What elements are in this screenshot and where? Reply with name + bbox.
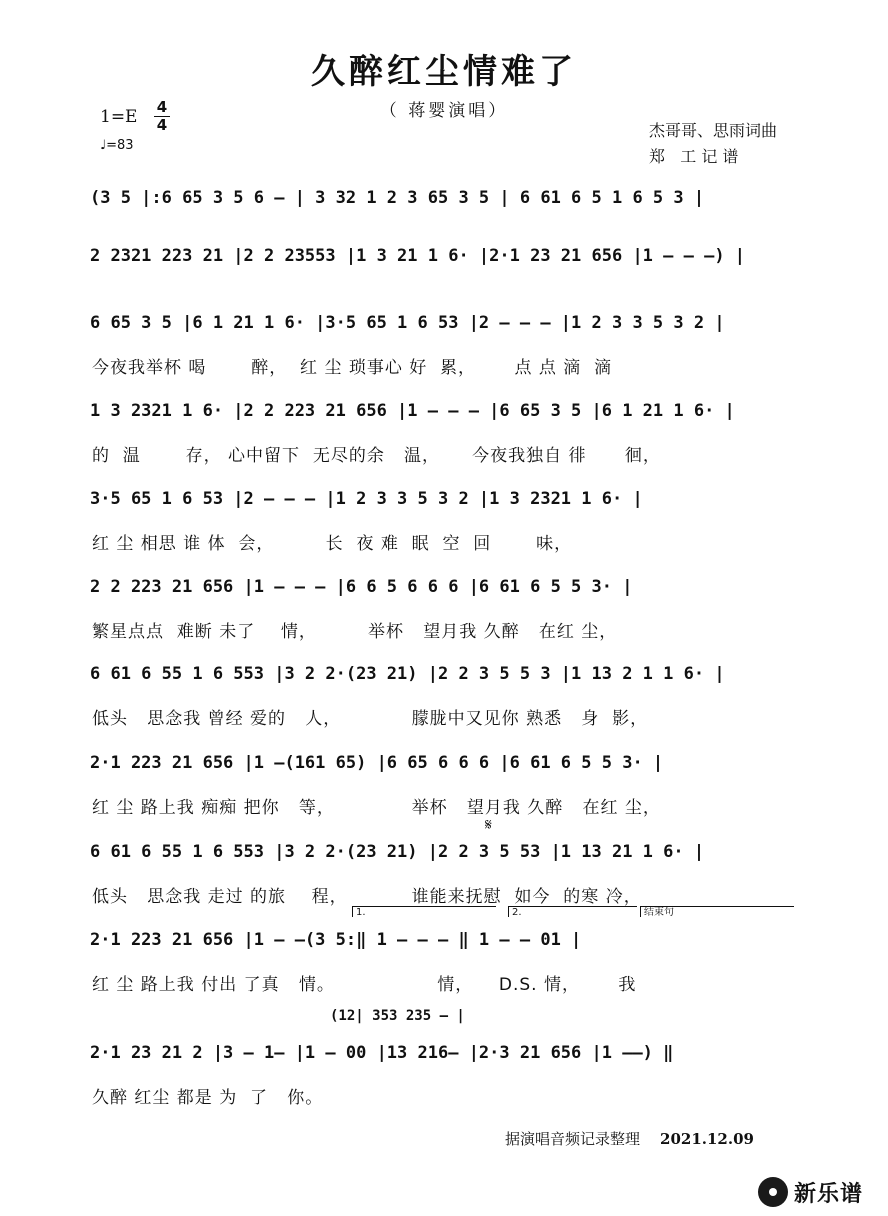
score-row-8 <box>90 745 800 825</box>
lyrics-line: 红 尘 路上我 付出 了真 情。 情， D.S. 情， 我 <box>92 975 637 995</box>
tempo-marking: ♩=83 <box>100 138 134 153</box>
notation-line: 2 2321 223 21 |2 2 23553 |1 3 21 1 6· |2·1 23 21 656 |1 – – –) | <box>90 246 746 266</box>
score-row-6 <box>90 569 800 649</box>
notation-line: 2 2 223 21 656 |1 – – – |6 6 5 6 6 6 |6 61 6 5 5 3· | <box>90 577 633 597</box>
time-signature <box>154 100 170 133</box>
lyricist-composer: 杰哥哥、思雨词曲 <box>649 121 778 140</box>
lyrics-line: 红 尘 路上我 痴痴 把你 等， 举杯 望月我 久醉 在红 尘， <box>92 798 661 818</box>
lyrics-line: 红 尘 相思 谁 体 会， 长 夜 难 眠 空 回 味， <box>92 534 573 554</box>
score-row-9 <box>90 834 800 914</box>
credits <box>649 118 777 170</box>
footer-note <box>505 1128 754 1149</box>
lyrics-line: 久醉 红尘 都是 为 了 你。 <box>92 1088 324 1108</box>
song-title: 久醉红尘情难了 <box>311 52 577 92</box>
lyrics-line: 低头 思念我 走过 的旅 程， 谁能来抚慰 如今 的寒 冷， <box>92 887 642 907</box>
time-signature-bottom: 4 <box>156 116 168 134</box>
source-note: 据演唱音频记录整理 <box>505 1130 641 1148</box>
lyrics-line: 的 温 存， 心中留下 无尽的余 温， 今夜我独自 徘 徊， <box>92 446 661 466</box>
notation-line: 6 61 6 55 1 6 553 |3 2 2·(23 21) |2 2 3 5 5 3 |1 13 2 1 1 6· | <box>90 664 725 684</box>
lyrics-line: 今夜我举杯 喝 醉， 红 尘 琐事心 好 累， 点 点 滴 滴 <box>92 358 613 378</box>
notation-line: (3 5 |:6 65 3 5 6 – | 3 32 1 2 3 65 3 5 | 6 61 6 5 1 6 5 3 | <box>90 188 705 208</box>
notation-line: 6 61 6 55 1 6 553 |3 2 2·(23 21) |2 2 3 5 53 |1 13 21 1 6· | <box>90 842 705 862</box>
notation-line: 2·1 223 21 656 |1 –(161 65) |6 65 6 6 6 |6 61 6 5 5 3· | <box>90 753 664 773</box>
time-signature-top: 4 <box>156 98 168 116</box>
performer-subtitle: （ 蒋婴演唱） <box>379 101 509 121</box>
notation-line: 2·1 223 21 656 |1 – –(3 5:‖ 1 – – – ‖ 1 – – 01 | <box>90 930 582 950</box>
notation-line: 6 65 3 5 |6 1 21 1 6· |3·5 65 1 6 53 |2 – – – |1 2 3 3 5 3 2 | <box>90 313 725 333</box>
volta-2: 2. <box>508 906 637 917</box>
score-row-7 <box>90 656 800 736</box>
notation-line: 1 3 2321 1 6· |2 2 223 21 656 |1 – – – |6 65 3 5 |6 1 21 1 6· | <box>90 401 735 421</box>
volta-1: 1. <box>352 906 496 917</box>
site-logo[interactable] <box>758 1174 863 1210</box>
logo-text: 新乐谱 <box>794 1181 864 1207</box>
alternate-ending: (12| 353 235 – | <box>330 1008 465 1024</box>
notation-line: 3·5 65 1 6 53 |2 – – – |1 2 3 3 5 3 2 |1 3 2321 1 6· | <box>90 489 643 509</box>
score-row-3 <box>90 305 800 385</box>
segno-sign: 𝄋 <box>485 815 492 834</box>
score-row-11 <box>90 1035 800 1115</box>
volta-ending: 结束句 <box>640 906 794 917</box>
score-row-5 <box>90 481 800 561</box>
date: 2021.12.09 <box>660 1130 754 1148</box>
notation-line: 2·1 23 21 2 |3 – 1– |1 – 00 |13 216– |2·3 21 656 |1 ––) ‖ <box>90 1043 674 1063</box>
lyrics-line: 繁星点点 难断 未了 情， 举杯 望月我 久醉 在红 尘， <box>92 622 618 642</box>
lyrics-line: 低头 思念我 曾经 爱的 人， 朦胧中又见你 熟悉 身 影， <box>92 709 649 729</box>
transcriber: 郑 工 记 谱 <box>649 147 739 166</box>
score-row-4 <box>90 393 800 473</box>
key-signature: 1=E <box>100 107 138 127</box>
record-disc-icon <box>758 1177 788 1207</box>
score-row-10 <box>90 922 800 1002</box>
